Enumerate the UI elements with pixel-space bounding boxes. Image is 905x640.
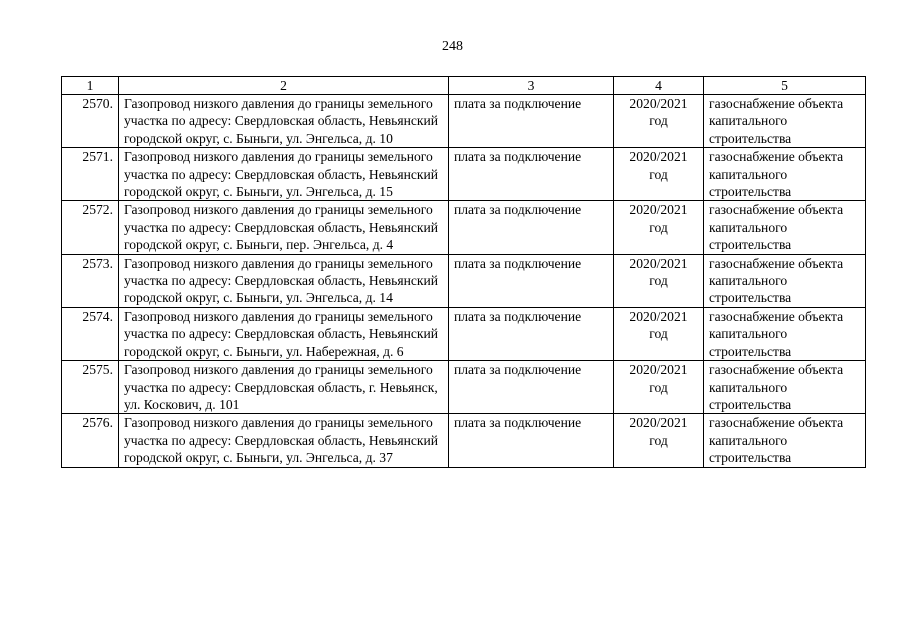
implementation-period: 2020/2021 год bbox=[614, 307, 704, 360]
row-number: 2570. bbox=[62, 95, 119, 148]
object-purpose: газоснабжение объекта капитального строительства bbox=[704, 307, 866, 360]
funding-source: плата за подключение bbox=[449, 95, 614, 148]
table-row bbox=[62, 201, 866, 254]
object-purpose: газоснабжение объекта капитального строительства bbox=[704, 95, 866, 148]
object-purpose: газоснабжение объекта капитального строительства bbox=[704, 148, 866, 201]
implementation-period: 2020/2021 год bbox=[614, 361, 704, 414]
table-row bbox=[62, 361, 866, 414]
table-row bbox=[62, 254, 866, 307]
object-description: Газопровод низкого давления до границы земельного участка по адресу: Свердловская область, Невьянский городской округ, с. Быньги, пер. Энгельса, д. 4 bbox=[119, 201, 449, 254]
table-header bbox=[62, 77, 866, 95]
row-number: 2575. bbox=[62, 361, 119, 414]
implementation-period: 2020/2021 год bbox=[614, 414, 704, 467]
header-cell-1: 1 bbox=[62, 77, 119, 95]
object-purpose: газоснабжение объекта капитального строительства bbox=[704, 361, 866, 414]
implementation-period: 2020/2021 год bbox=[614, 254, 704, 307]
implementation-period: 2020/2021 год bbox=[614, 201, 704, 254]
investment-program-table bbox=[61, 76, 866, 468]
funding-source: плата за подключение bbox=[449, 254, 614, 307]
funding-source: плата за подключение bbox=[449, 201, 614, 254]
header-cell-4: 4 bbox=[614, 77, 704, 95]
header-cell-5: 5 bbox=[704, 77, 866, 95]
object-purpose: газоснабжение объекта капитального строительства bbox=[704, 254, 866, 307]
table-row bbox=[62, 95, 866, 148]
object-description: Газопровод низкого давления до границы земельного участка по адресу: Свердловская область, Невьянский городской округ, с. Быньги, ул. Набережная, д. 6 bbox=[119, 307, 449, 360]
row-number: 2573. bbox=[62, 254, 119, 307]
row-number: 2574. bbox=[62, 307, 119, 360]
funding-source: плата за подключение bbox=[449, 307, 614, 360]
row-number: 2571. bbox=[62, 148, 119, 201]
page-number: 248 bbox=[442, 39, 463, 54]
object-description: Газопровод низкого давления до границы земельного участка по адресу: Свердловская область, Невьянский городской округ, с. Быньги, ул. Энгельса, д. 14 bbox=[119, 254, 449, 307]
object-description: Газопровод низкого давления до границы земельного участка по адресу: Свердловская область, Невьянский городской округ, с. Быньги, ул. Энгельса, д. 10 bbox=[119, 95, 449, 148]
funding-source: плата за подключение bbox=[449, 361, 614, 414]
row-number: 2576. bbox=[62, 414, 119, 467]
table-body bbox=[62, 95, 866, 468]
object-description: Газопровод низкого давления до границы земельного участка по адресу: Свердловская область, Невьянский городской округ, с. Быньги, ул. Энгельса, д. 37 bbox=[119, 414, 449, 467]
row-number: 2572. bbox=[62, 201, 119, 254]
header-row bbox=[62, 77, 866, 95]
funding-source: плата за подключение bbox=[449, 148, 614, 201]
implementation-period: 2020/2021 год bbox=[614, 95, 704, 148]
table-row bbox=[62, 414, 866, 467]
object-purpose: газоснабжение объекта капитального строительства bbox=[704, 201, 866, 254]
object-purpose: газоснабжение объекта капитального строительства bbox=[704, 414, 866, 467]
header-cell-2: 2 bbox=[119, 77, 449, 95]
object-description: Газопровод низкого давления до границы земельного участка по адресу: Свердловская область, г. Невьянск, ул. Коскович, д. 101 bbox=[119, 361, 449, 414]
table-row bbox=[62, 307, 866, 360]
table-row bbox=[62, 148, 866, 201]
object-description: Газопровод низкого давления до границы земельного участка по адресу: Свердловская область, Невьянский городской округ, с. Быньги, ул. Энгельса, д. 15 bbox=[119, 148, 449, 201]
implementation-period: 2020/2021 год bbox=[614, 148, 704, 201]
funding-source: плата за подключение bbox=[449, 414, 614, 467]
header-cell-3: 3 bbox=[449, 77, 614, 95]
